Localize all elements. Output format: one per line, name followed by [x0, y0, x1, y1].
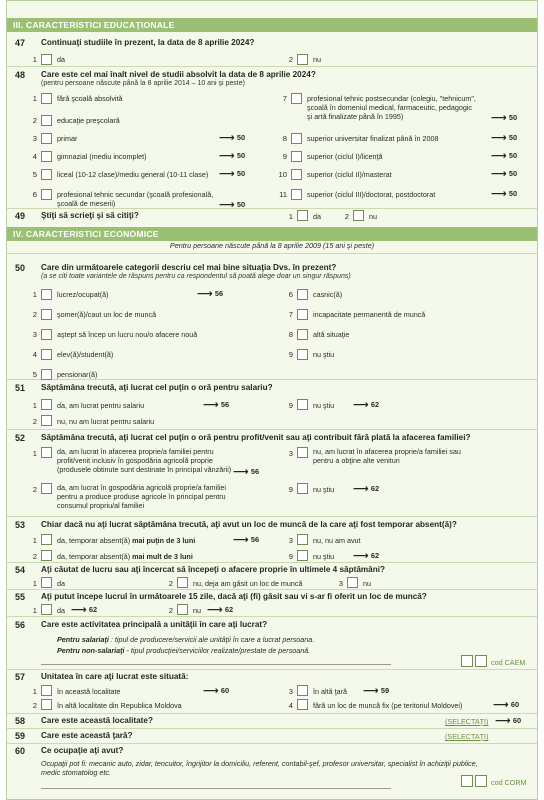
option-checkbox[interactable] — [291, 93, 302, 104]
option-label: nu ştiu — [313, 485, 335, 494]
q54-nu-checkbox[interactable] — [347, 577, 358, 588]
q54-da-checkbox[interactable] — [41, 577, 52, 588]
question-text: Continuaţi studiile în prezent, la data de 8 aprilie 2024? — [41, 38, 255, 47]
divider — [7, 589, 537, 590]
option-label — [57, 94, 123, 103]
q47-nu-checkbox[interactable] — [297, 54, 308, 65]
option-checkbox[interactable] — [41, 189, 52, 200]
option-checkbox[interactable] — [297, 349, 308, 360]
q53-nustiu-checkbox[interactable] — [297, 550, 308, 561]
label-line: nu ştiu — [313, 350, 335, 359]
skip-arrow: ⟶ 50 — [219, 168, 246, 180]
question-text: Care este activitatea principală a unităţii în care aţi lucrat? — [41, 620, 268, 629]
label-line: pentru a produce produse agricole în principal pentru — [57, 492, 226, 501]
divider — [7, 429, 537, 430]
option-number: 1 — [32, 290, 37, 299]
skip-target: 62 — [370, 551, 380, 560]
question-number: 55 — [15, 592, 26, 602]
option-label: nu — [363, 579, 371, 588]
skip-target: 62 — [370, 484, 380, 493]
option-number: 1 — [32, 401, 37, 410]
skip-arrow: ⟶ 62 — [71, 604, 98, 616]
census-form-page — [6, 0, 538, 800]
option-label — [307, 152, 383, 161]
question-number: 49 — [15, 211, 26, 221]
option-number: 9 — [288, 401, 293, 410]
label-line: (produsele obtinute sunt destinate în principal vânzării) — [57, 465, 232, 474]
option-number: 2 — [168, 606, 173, 615]
question-text: Care din următoarele categorii descriu cel mai bine situaţia Dvs. în prezent? — [41, 263, 337, 272]
divider — [7, 516, 537, 517]
question-text: Săptămâna trecută, aţi lucrat cel puţin o oră pentru salariu? — [41, 383, 273, 392]
option-label: nu, nu am lucrat pentru salariu — [57, 417, 155, 426]
instruction-nonsalaried — [57, 646, 310, 655]
option-number: 2 — [344, 212, 349, 221]
option-number: 1 — [32, 55, 37, 64]
option-number: 9 — [288, 552, 293, 561]
question-text: Care este această ţară? — [41, 731, 133, 740]
option-label: da — [57, 579, 65, 588]
option-label: da — [57, 606, 65, 615]
skip-arrow: ⟶ 56 — [197, 288, 224, 300]
q53-opt3-checkbox[interactable] — [297, 534, 308, 545]
option-label: nu ştiu — [313, 401, 335, 410]
option-label — [57, 330, 197, 339]
q54-found-checkbox[interactable] — [177, 577, 188, 588]
option-number: 9 — [288, 350, 293, 359]
skip-arrow: ⟶ 50 — [491, 132, 518, 144]
option-checkbox[interactable] — [41, 329, 52, 340]
q53-opt2-checkbox[interactable] — [41, 550, 52, 561]
option-label — [307, 134, 438, 143]
option-number: 1 — [32, 94, 37, 103]
question-number: 60 — [15, 746, 26, 756]
skip-arrow: ⟶ 50 — [219, 150, 246, 162]
option-label — [313, 447, 461, 465]
option-number: 1 — [32, 536, 37, 545]
label-line: elev(ă)/student(ă) — [57, 350, 114, 359]
skip-target: 50 — [508, 113, 518, 122]
option-label — [313, 350, 334, 359]
question-number: 52 — [15, 433, 26, 443]
option-checkbox[interactable] — [41, 93, 52, 104]
option-number: 3 — [32, 134, 37, 143]
option-number: 4 — [32, 350, 37, 359]
skip-target: 50 — [236, 200, 246, 209]
skip-arrow: ⟶ 56 — [203, 399, 230, 411]
question-number: 47 — [15, 38, 26, 48]
skip-arrow: ⟶ 62 — [353, 550, 380, 562]
q51-da-checkbox[interactable] — [41, 399, 52, 410]
question-text: Săptămâna trecută, aţi lucrat cel puţin o oră pentru profit/venit sau aţi contribuit fără plată la afacerea familiei? — [41, 433, 471, 442]
question-number: 56 — [15, 620, 26, 630]
option-number: 7 — [288, 310, 293, 319]
option-label — [57, 350, 113, 359]
label-bold: Pentru non-salariaţi — [57, 646, 125, 655]
skip-target: 50 — [236, 151, 246, 160]
option-checkbox[interactable] — [41, 289, 52, 300]
option-label — [313, 290, 342, 299]
skip-target: 59 — [380, 686, 390, 695]
option-number: 6 — [32, 190, 37, 199]
section-header-education: III. CARACTERISTICI EDUCAŢIONALE — [7, 18, 537, 32]
q57-opt2-checkbox[interactable] — [41, 699, 52, 710]
occupation-text-line[interactable] — [41, 788, 391, 789]
label-bold: Pentru salariaţi — [57, 635, 109, 644]
skip-arrow: ⟶ 60 — [495, 715, 522, 727]
option-number: 2 — [168, 579, 173, 588]
section-header-economic: IV. CARACTERISTICI ECONOMICE — [7, 227, 537, 241]
label-line: da, am lucrat în gospodăria agricolă proprie/a familiei — [57, 483, 226, 492]
skip-arrow: ⟶ 50 — [491, 150, 518, 162]
option-checkbox[interactable] — [291, 151, 302, 162]
q57-opt1-checkbox[interactable] — [41, 685, 52, 696]
question-number: 53 — [15, 520, 26, 530]
option-label — [57, 170, 208, 179]
label-line: pentru a obţine alte venituri — [313, 456, 400, 465]
skip-arrow: ⟶ 62 — [353, 399, 380, 411]
label-part: da, temporar absent(ă) — [57, 552, 133, 561]
option-number: 5 — [32, 170, 37, 179]
skip-target: 60 — [510, 700, 520, 709]
option-checkbox[interactable] — [291, 189, 302, 200]
label-line: da, am lucrat în afacerea proprie/a familiei pentru — [57, 447, 214, 456]
skip-target: 56 — [250, 467, 260, 476]
option-label — [313, 310, 425, 319]
label-line: şcoală de meserii) — [57, 199, 116, 208]
option-label: nu, nu am avut — [313, 536, 361, 545]
skip-arrow: ⟶ 50 — [491, 188, 518, 200]
option-label — [57, 152, 146, 161]
skip-arrow: ⟶ 50 — [491, 168, 518, 180]
option-number: 5 — [32, 370, 37, 379]
option-label — [57, 134, 77, 143]
code-label: cod CORM — [491, 778, 527, 787]
q57-opt4-checkbox[interactable] — [297, 699, 308, 710]
option-number: 1 — [288, 212, 293, 221]
question-subtext: (pentru persoane născute până la 8 aprilie 2014 – 10 ani şi peste) — [41, 80, 245, 87]
option-label — [57, 190, 213, 208]
option-label — [57, 290, 109, 299]
label-line: medic stomatolog etc. — [41, 768, 111, 777]
label-bold: mai puţin de 3 luni — [132, 536, 196, 545]
q57-opt3-checkbox[interactable] — [297, 685, 308, 696]
option-number: 3 — [288, 536, 293, 545]
activity-text-line[interactable] — [41, 664, 391, 665]
option-label — [57, 310, 156, 319]
option-number: 3 — [288, 449, 293, 458]
label-line: profesional tehnic postsecundar (colegiu, "tehnicum", — [307, 94, 476, 103]
question-number: 57 — [15, 672, 26, 682]
option-label: nu — [313, 55, 321, 64]
skip-arrow: ⟶ 50 — [491, 112, 518, 124]
q52-opt1-checkbox[interactable] — [41, 447, 52, 458]
option-label — [307, 94, 476, 121]
option-number: 1 — [32, 579, 37, 588]
option-checkbox[interactable] — [297, 329, 308, 340]
label-part: da, temporar absent(ă) — [57, 536, 133, 545]
option-checkbox[interactable] — [41, 115, 52, 126]
q55-da-checkbox[interactable] — [41, 604, 52, 615]
label-line: nu, am lucrat în afacerea proprie/a familiei sau — [313, 447, 461, 456]
corm-code-box-2[interactable] — [475, 775, 487, 787]
skip-target: 50 — [508, 169, 518, 178]
q52-opt2-checkbox[interactable] — [41, 483, 52, 494]
skip-target: 56 — [250, 535, 260, 544]
option-checkbox[interactable] — [41, 369, 52, 380]
occupation-instruction — [41, 759, 478, 777]
option-label: nu — [369, 212, 377, 221]
option-label: nu, deja am găsit un loc de muncă — [193, 579, 303, 588]
skip-target: 56 — [220, 400, 230, 409]
divider — [7, 616, 537, 617]
skip-arrow: ⟶ 56 — [233, 466, 260, 478]
option-label: în altă localitate din Republica Moldova — [57, 701, 182, 710]
label-line: superior (ciclul II)/masterat — [307, 170, 392, 179]
label-line: pensionar(ă) — [57, 370, 98, 379]
label-line: lucrez/ocupat(ă) — [57, 290, 109, 299]
option-number: 4 — [288, 701, 293, 710]
question-subtext: (a se citi toate variantele de răspuns pentru ca respondentul să poată alege doar un singur răspuns) — [41, 273, 351, 280]
divider — [7, 562, 537, 563]
skip-target: 56 — [214, 289, 224, 298]
q51-nu-checkbox[interactable] — [41, 415, 52, 426]
option-number: 2 — [288, 55, 293, 64]
q52-opt3-checkbox[interactable] — [297, 447, 308, 458]
skip-target: 50 — [236, 133, 246, 142]
option-number: 2 — [32, 310, 37, 319]
skip-arrow: ⟶ 50 — [219, 132, 246, 144]
option-number: 2 — [32, 701, 37, 710]
skip-target: 62 — [88, 605, 98, 614]
option-number: 3 — [32, 330, 37, 339]
q55-nu-checkbox[interactable] — [177, 604, 188, 615]
locality-select[interactable]: (SELECTAŢI) — [445, 717, 489, 726]
option-number: 3 — [288, 687, 293, 696]
question-text: Ştiţi să scrieţi şi să citiţi? — [41, 211, 139, 220]
question-number: 48 — [15, 70, 26, 80]
skip-arrow: ⟶ 56 — [233, 534, 260, 546]
option-label — [313, 330, 349, 339]
label-line: Ocupaţii pot fi: mecanic auto, zidar, tencuitor, îngrijitor la domiciliu, referent, contabil-şef, profesor universitar, specialist în achiziţii publice, — [41, 759, 478, 768]
q53-opt1-checkbox[interactable] — [41, 534, 52, 545]
question-text: Care este această localitate? — [41, 716, 153, 725]
divider — [7, 379, 537, 380]
q47-da-checkbox[interactable] — [41, 54, 52, 65]
option-label: da, am lucrat pentru salariu — [57, 401, 145, 410]
option-label: nu — [193, 606, 201, 615]
question-number: 54 — [15, 565, 26, 575]
skip-target: 50 — [508, 133, 518, 142]
skip-arrow: ⟶ 60 — [203, 685, 230, 697]
option-number: 3 — [338, 579, 343, 588]
option-number: 9 — [282, 152, 287, 161]
option-label — [307, 170, 392, 179]
label-line: primar — [57, 134, 78, 143]
label-line: superior (ciclul III)/doctorat, postdoctorat — [307, 190, 436, 199]
label-line: şcoală în domeniul medical, farmaceutic, pedagogic — [307, 103, 473, 112]
question-text: Unitatea în care aţi lucrat este situată: — [41, 672, 189, 681]
question-text: Care este cel mai înalt nivel de studii absolvit la data de 8 aprilie 2024? — [41, 70, 316, 79]
option-checkbox[interactable] — [291, 133, 302, 144]
divider — [7, 253, 537, 254]
caem-code-box-1[interactable] — [461, 655, 473, 667]
option-number: 8 — [282, 134, 287, 143]
skip-arrow: ⟶ 62 — [353, 483, 380, 495]
option-checkbox[interactable] — [41, 309, 52, 320]
label-part: : tipul de producere/servicii ale unităţii în care a lucrat persoana. — [108, 635, 315, 644]
label-part: - tipul producţiei/serviciilor realizate/prestate de persoană. — [124, 646, 311, 655]
skip-target: 50 — [236, 169, 246, 178]
option-number: 4 — [32, 152, 37, 161]
option-label: da — [313, 212, 321, 221]
q49-nu-checkbox[interactable] — [353, 210, 364, 221]
option-number: 1 — [32, 606, 37, 615]
code-label: cod CAEM — [491, 658, 526, 667]
option-number: 2 — [32, 116, 37, 125]
divider — [7, 713, 537, 714]
option-checkbox[interactable] — [291, 169, 302, 180]
option-label — [57, 536, 195, 545]
q52-nustiu-checkbox[interactable] — [297, 483, 308, 494]
question-text: Aţi putut începe lucrul în următoarele 15 zile, dacă aţi (fi) găsit sau vi s-ar fi oferit un loc de muncă? — [41, 592, 427, 601]
option-checkbox[interactable] — [41, 151, 52, 162]
option-label: da — [57, 55, 65, 64]
label-line: altă situaţie — [313, 330, 350, 339]
label-line: aştept să încep un lucru nou/o afacere nouă — [57, 330, 198, 339]
option-label: fără un loc de muncă fix (pe teritoriul Moldovei) — [313, 701, 463, 710]
corm-code-box-1[interactable] — [461, 775, 473, 787]
option-label — [307, 190, 435, 199]
label-bold: mai mult de 3 luni — [132, 552, 193, 561]
option-label: nu ştiu — [313, 552, 335, 561]
option-number: 8 — [288, 330, 293, 339]
skip-target: 50 — [508, 151, 518, 160]
option-checkbox[interactable] — [41, 169, 52, 180]
option-checkbox[interactable] — [297, 289, 308, 300]
option-label: în altă ţară — [313, 687, 347, 696]
option-number: 10 — [278, 170, 287, 179]
divider — [7, 743, 537, 744]
option-label: în această localitate — [57, 687, 121, 696]
q51-nustiu-checkbox[interactable] — [297, 399, 308, 410]
label-line: liceal (10-12 clase)/mediu general (10-11 clase) — [57, 170, 209, 179]
skip-arrow: ⟶ 59 — [363, 685, 390, 697]
option-label — [57, 116, 120, 125]
option-checkbox[interactable] — [41, 349, 52, 360]
option-number: 6 — [288, 290, 293, 299]
skip-target: 62 — [370, 400, 380, 409]
skip-target: 62 — [224, 605, 234, 614]
section-note: Pentru persoane născute până la 8 aprilie 2009 (15 ani şi peste) — [169, 241, 375, 250]
question-text: Ce ocupaţie aţi avut? — [41, 746, 124, 755]
question-text: Chiar dacă nu aţi lucrat săptămâna trecută, aţi avut un loc de muncă de la care aţi fost temporar absent(ă)? — [41, 520, 457, 529]
option-label — [57, 552, 193, 561]
label-line: gimnazial (mediu incomplet) — [57, 152, 147, 161]
skip-arrow: ⟶ 62 — [207, 604, 234, 616]
label-line: incapacitate permanentă de muncă — [313, 310, 426, 319]
option-checkbox[interactable] — [41, 133, 52, 144]
label-line: educaţie preşcolară — [57, 116, 120, 125]
skip-arrow: ⟶ 50 — [219, 199, 246, 211]
option-number: 1 — [32, 449, 37, 458]
divider — [7, 728, 537, 729]
option-number: 1 — [32, 687, 37, 696]
label-line: consumul propriu/al familiei — [57, 501, 145, 510]
option-label — [57, 483, 226, 510]
question-number: 51 — [15, 383, 26, 393]
skip-target: 60 — [220, 686, 230, 695]
option-label — [57, 370, 97, 379]
label-line: superior universitar finalizat până în 2008 — [307, 134, 439, 143]
option-number: 2 — [32, 485, 37, 494]
label-line: şi artă finalizate până în 1995) — [307, 112, 404, 121]
skip-target: 50 — [508, 189, 518, 198]
question-number: 59 — [15, 731, 26, 741]
divider — [7, 669, 537, 670]
country-select[interactable]: (SELECTAŢI) — [445, 732, 489, 741]
divider — [7, 208, 537, 209]
label-line: superior (ciclul I)/licenţă — [307, 152, 383, 161]
option-number: 11 — [279, 190, 287, 199]
label-line: fără şcoală absolvită — [57, 94, 123, 103]
option-checkbox[interactable] — [297, 309, 308, 320]
label-line: şomer(ă)/caut un loc de muncă — [57, 310, 157, 319]
label-line: casnic(ă) — [313, 290, 343, 299]
question-number: 50 — [15, 263, 26, 273]
instruction-salaried — [57, 635, 314, 644]
option-number: 9 — [288, 485, 293, 494]
option-number: 2 — [32, 417, 37, 426]
option-number: 2 — [32, 552, 37, 561]
question-number: 58 — [15, 716, 26, 726]
skip-target: 60 — [512, 716, 522, 725]
q49-da-checkbox[interactable] — [297, 210, 308, 221]
caem-code-box-2[interactable] — [475, 655, 487, 667]
question-text: Aţi căutat de lucru sau aţi încercat să începeţi o afacere proprie în ultimele 4 săptămâni? — [41, 565, 385, 574]
option-label — [57, 447, 231, 474]
divider — [7, 66, 537, 67]
option-number: 7 — [282, 94, 287, 103]
skip-arrow: ⟶ 60 — [493, 699, 520, 711]
label-line: profit/venit inclusiv în gospodăria agricolă proprie — [57, 456, 213, 465]
label-line: profesional tehnic secundar (şcoală profesională, — [57, 190, 214, 199]
